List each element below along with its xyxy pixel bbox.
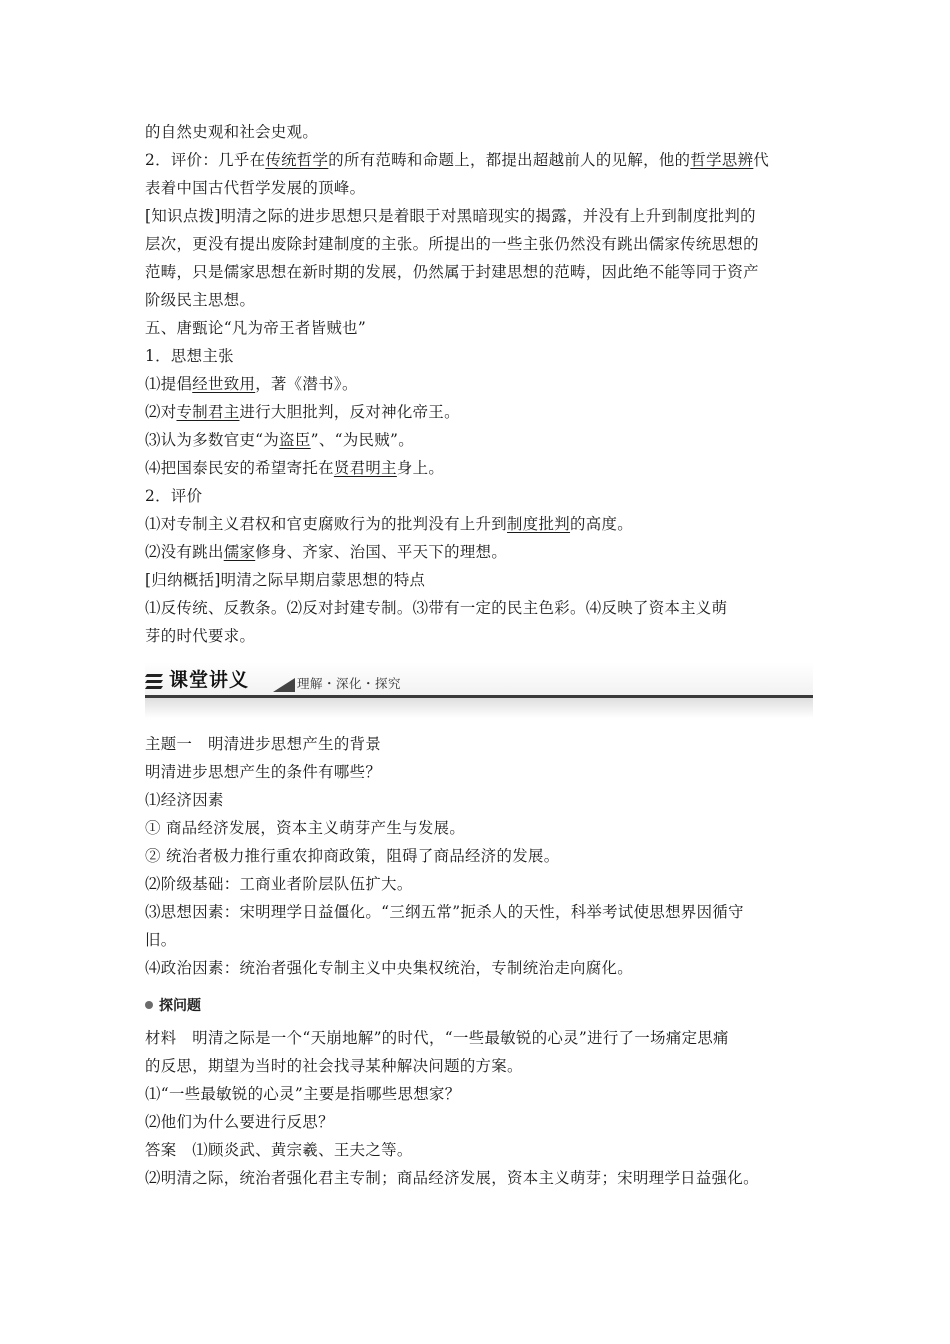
list-item — [145, 510, 813, 538]
banner-rule — [145, 695, 813, 698]
answer-line: 答案 ⑴顾炎武、黄宗羲、王夫之等。 — [145, 1141, 413, 1159]
list-item — [145, 454, 813, 482]
text-run: ⑴提倡 — [145, 375, 193, 393]
knowledge-tip-line: 层次，更没有提出废除封建制度的主张。所提出的一些主张仍然没有跳出儒家传统思想的 — [145, 235, 759, 253]
text-run: 的高度。 — [570, 515, 633, 533]
list-item: ⑶思想因素：宋明理学日益僵化。“三纲五常”扼杀人的天性，科举考试使思想界因循守 — [145, 903, 744, 921]
text-run: ，著《潜书》。 — [255, 375, 358, 393]
material-line: 材料 明清之际是一个“天崩地解”的时代，“一些最敏锐的心灵”进行了一场痛定思痛 — [145, 1029, 729, 1047]
underlined-term: 专制君主 — [176, 403, 240, 421]
underlined-term: 儒家 — [223, 543, 256, 561]
text-run: ”、“为民贼”。 — [310, 431, 414, 449]
material-line: 的反思，期望为当时的社会找寻某种解决问题的方案。 — [145, 1057, 523, 1075]
banner-title: 课堂讲义 — [169, 669, 250, 691]
sub-heading: 2．评价 — [145, 487, 203, 505]
text-run: ⑵对 — [145, 403, 177, 421]
list-item: 旧。 — [145, 931, 177, 949]
text-run: 修身、齐家、治国、平天下的理想。 — [255, 543, 508, 561]
underlined-term: 经世致用 — [192, 375, 256, 393]
banner-subtitle: 理解・深化・探究 — [297, 676, 402, 691]
list-item — [145, 426, 813, 454]
summary-heading: [归纳概括]明清之际早期启蒙思想的特点 — [145, 571, 426, 589]
underlined-term: 哲学思辨 — [690, 151, 754, 169]
underlined-term: 贤君明主 — [333, 459, 397, 477]
bullet-dot-icon — [145, 1001, 153, 1009]
knowledge-tip-line: [知识点拨]明清之际的进步思想只是着眼于对黑暗现实的揭露，并没有上升到制度批判的 — [145, 207, 756, 225]
text-line: 的自然史观和社会史观。 — [145, 123, 319, 141]
text-run: 2．评价：几乎在 — [145, 151, 266, 169]
underlined-term: 制度批判 — [507, 515, 571, 533]
banner-stripes-icon — [145, 672, 163, 692]
probe-heading — [145, 992, 813, 1020]
text-line: 表着中国古代哲学发展的顶峰。 — [145, 179, 366, 197]
list-item — [145, 538, 813, 566]
summary-line: 芽的时代要求。 — [145, 627, 256, 645]
list-item: ② 统治者极力推行重农抑商政策，阻碍了商品经济的发展。 — [145, 847, 560, 865]
topic-question: 明清进步思想产生的条件有哪些？ — [145, 763, 382, 781]
text-run: 进行大胆批判，反对神化帝王。 — [239, 403, 460, 421]
list-item: ① 商品经济发展，资本主义萌芽产生与发展。 — [145, 819, 466, 837]
topic-title: 主题一 明清进步思想产生的背景 — [145, 735, 382, 753]
banner-divider-icon — [273, 678, 295, 692]
underlined-term: 传统哲学 — [265, 151, 329, 169]
list-item: ⑴经济因素 — [145, 791, 224, 809]
section-heading: 五、唐甄论“凡为帝王者皆贼也” — [145, 319, 367, 337]
banner-shadow — [145, 698, 813, 718]
answer-line: ⑵明清之际，统治者强化君主专制；商品经济发展，资本主义萌芽；宋明理学日益强化。 — [145, 1169, 759, 1187]
text-run: ⑷把国泰民安的希望寄托在 — [145, 459, 334, 477]
text-run: ⑵没有跳出 — [145, 543, 224, 561]
knowledge-tip-line: 阶级民主思想。 — [145, 291, 256, 309]
summary-line: ⑴反传统、反教条。⑵反对封建专制。⑶带有一定的民主色彩。⑷反映了资本主义萌 — [145, 599, 728, 617]
section-banner — [145, 656, 813, 702]
knowledge-tip-line: 范畴，只是儒家思想在新时期的发展，仍然属于封建思想的范畴，因此绝不能等同于资产 — [145, 263, 759, 281]
text-line — [145, 146, 813, 174]
question-line: ⑴“一些最敏锐的心灵”主要是指哪些思想家？ — [145, 1085, 461, 1103]
question-line: ⑵他们为什么要进行反思？ — [145, 1113, 334, 1131]
list-item — [145, 398, 813, 426]
underlined-term: 盗臣 — [279, 431, 311, 449]
list-item: ⑵阶级基础：工商业者阶层队伍扩大。 — [145, 875, 413, 893]
text-run: 的所有范畴和命题上，都提出超越前人的见解，他的 — [328, 151, 691, 169]
document-page — [145, 118, 813, 1192]
text-run: 代 — [753, 151, 770, 169]
list-item — [145, 370, 813, 398]
probe-label: 探问题 — [159, 998, 201, 1014]
text-run: ⑴对专制主义君权和官吏腐败行为的批判没有上升到 — [145, 515, 508, 533]
list-item: ⑷政治因素：统治者强化专制主义中央集权统治，专制统治走向腐化。 — [145, 959, 633, 977]
sub-heading: 1．思想主张 — [145, 347, 234, 365]
text-run: 身上。 — [396, 459, 445, 477]
text-run: ⑶认为多数官吏“为 — [145, 431, 280, 449]
